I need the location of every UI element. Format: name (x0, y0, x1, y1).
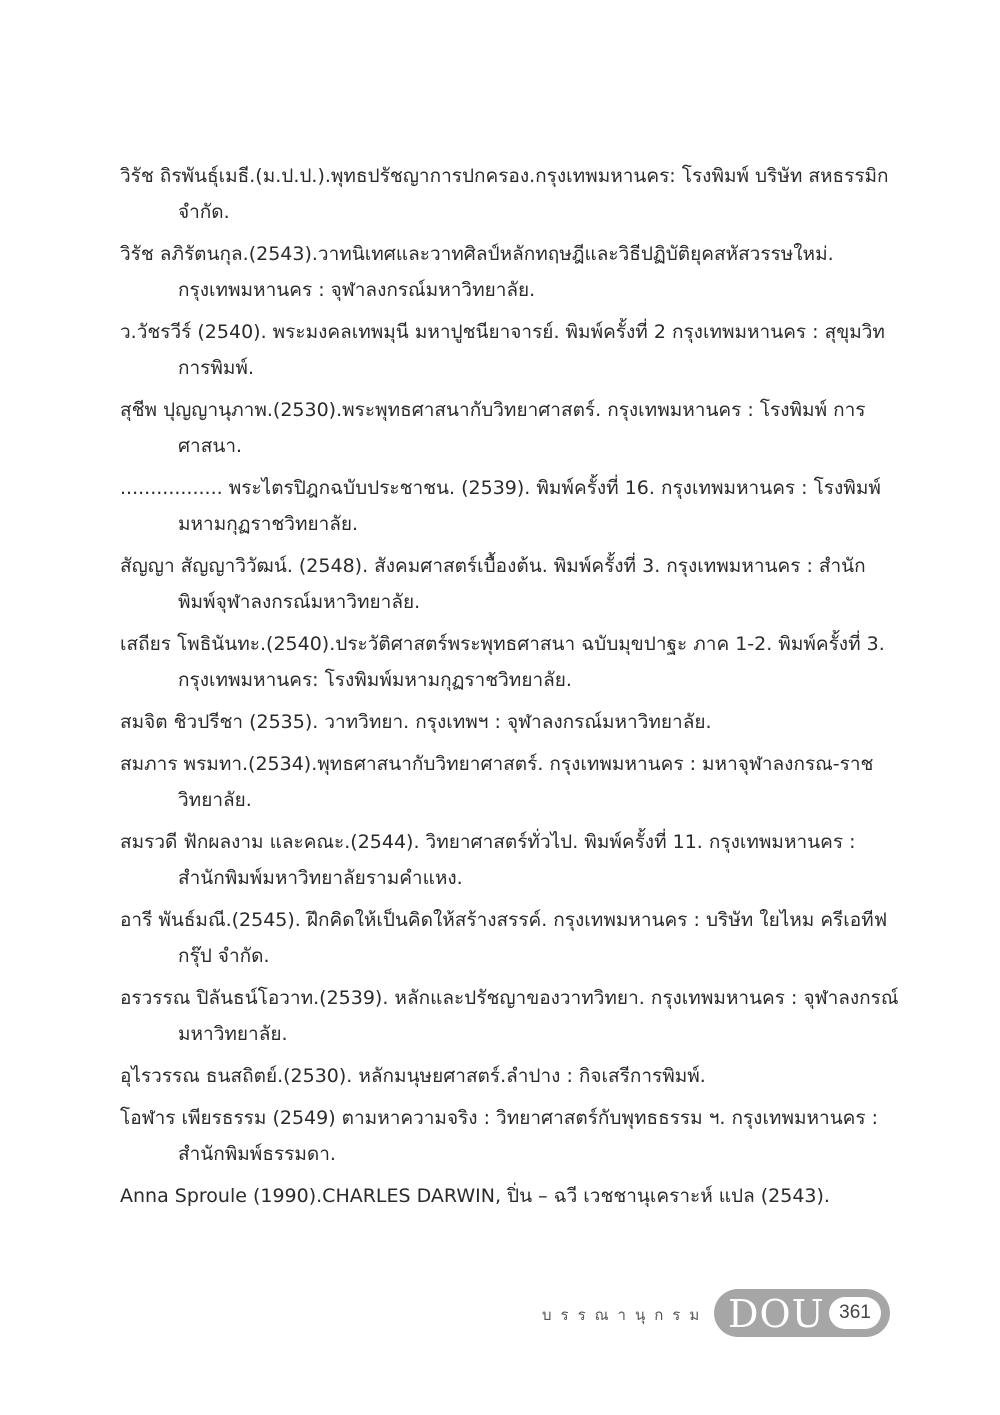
bibliography-entry: สมรวดี ฟักผลงาม และคณะ.(2544). วิทยาศาสตร์ทั่วไป. พิมพ์ครั้งที่ 11. กรุงเทพมหานคร : สำนักพิมพ์มหาวิทยาลัยรามคำแหง. (120, 831, 856, 889)
bibliography-entry: วิรัช ลภิรัตนกุล.(2543).วาทนิเทศและวาทศิลป์หลักทฤษฎีและวิธีปฏิบัติยุคสหัสวรรษใหม่. กรุงเทพมหานคร : จุฬาลงกรณ์มหาวิทยาลัย. (120, 243, 834, 301)
dou-logo-text: DOU (728, 1292, 825, 1336)
footer-section-title: บรรณานุกรม (542, 1306, 709, 1324)
page-number: 361 (829, 1297, 881, 1329)
bibliography-entry: โอฬาร เพียรธรรม (2549) ตามหาความจริง : วิทยาศาสตร์กับพุทธธรรม ฯ. กรุงเทพมหานคร : สำนักพิมพ์ธรรมดา. (120, 1107, 879, 1165)
bibliography-entry: วิรัช ถิรพันธุ์เมธี.(ม.ป.ป.).พุทธปรัชญาการปกครอง.กรุงเทพมหานคร: โรงพิมพ์ บริษัท สหธรรมิก จำกัด. (120, 165, 889, 223)
bibliography-entry: สุชีพ ปุญญานุภาพ.(2530).พระพุทธศาสนากับวิทยาศาสตร์. กรุงเทพมหานคร : โรงพิมพ์ การศาสนา. (120, 399, 866, 457)
bibliography-entry: อรวรรณ ปิลันธน์โอวาท.(2539). หลักและปรัชญาของวาทวิทยา. กรุงเทพมหานคร : จุฬาลงกรณ์ มหาวิทยาลัย. (120, 987, 899, 1045)
bibliography-entry: สัญญา สัญญาวิวัฒน์. (2548). สังคมศาสตร์เบื้องต้น. พิมพ์ครั้งที่ 3. กรุงเทพมหานคร : สำนักพิมพ์จุฬาลงกรณ์มหาวิทยาลัย. (120, 555, 866, 613)
page-footer (0, 1285, 1000, 1355)
bibliography-entry: อุไรวรรณ ธนสถิตย์.(2530). หลักมนุษยศาสตร์.ลำปาง : กิจเสรีการพิมพ์. (120, 1065, 706, 1087)
bibliography-entry: Anna Sproule (1990).CHARLES DARWIN, ปิ่น – ฉวี เวชชานุเคราะห์ แปล (2543). (120, 1185, 830, 1207)
bibliography-entry: เสถียร โพธินันทะ.(2540).ประวัติศาสตร์พระพุทธศาสนา ฉบับมุขปาฐะ ภาค 1-2. พิมพ์ครั้งที่ 3. กรุงเทพมหานคร: โรงพิมพ์มหามกุฏราชวิทยาลัย. (120, 633, 885, 691)
dou-badge (714, 1289, 890, 1337)
bibliography-entry: สมภาร พรมทา.(2534).พุทธศาสนากับวิทยาศาสตร์. กรุงเทพมหานคร : มหาจุฬาลงกรณ-ราชวิทยาลัย. (120, 753, 874, 811)
bibliography-entry: สมจิต ชิวปรีชา (2535). วาทวิทยา. กรุงเทพฯ : จุฬาลงกรณ์มหาวิทยาลัย. (120, 711, 712, 733)
bibliography-list (120, 158, 900, 1220)
bibliography-entry: ว.วัชรวีร์ (2540). พระมงคลเทพมุนี มหาปูชนียาจารย์. พิมพ์ครั้งที่ 2 กรุงเทพมหานคร : สุขุมวิท การพิมพ์. (120, 321, 885, 379)
bibliography-entry: อารี พันธ์มณี.(2545). ฝึกคิดให้เป็นคิดให้สร้างสรรค์. กรุงเทพมหานคร : บริษัท ใยไหม ครีเอทีฟ กรุ๊ป จำกัด. (120, 909, 888, 967)
bibliography-entry: ................. พระไตรปิฎกฉบับประชาชน. (2539). พิมพ์ครั้งที่ 16. กรุงเทพมหานคร : โรงพิมพ์ มหามกุฏราชวิทยาลัย. (120, 477, 881, 535)
